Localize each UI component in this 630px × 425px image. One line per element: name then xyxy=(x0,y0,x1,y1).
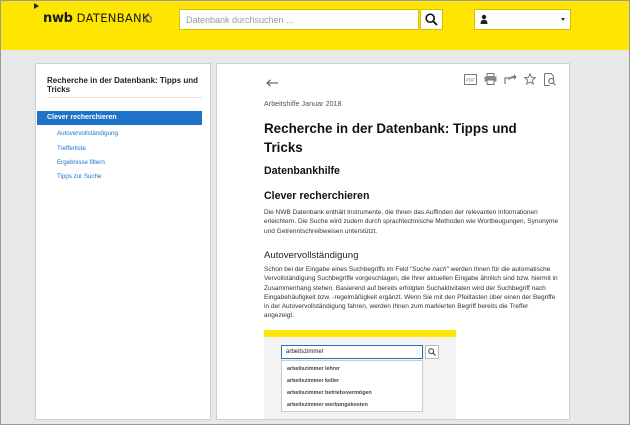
example-suggestion: arbeitszimmer lehrer xyxy=(287,366,341,372)
example-search-button xyxy=(425,345,439,359)
toc-item-ergebnisse-filtern[interactable]: Ergebnisse filtern xyxy=(57,159,105,166)
example-suggestion: arbeitszimmer keller xyxy=(287,378,340,384)
toc-item-autovervollstaendigung[interactable]: Autovervollständigung xyxy=(57,130,118,137)
example-suggestion: arbeitszimmer betriebsvermögen xyxy=(287,390,372,396)
back-arrow-icon[interactable] xyxy=(266,74,279,92)
section-heading-autovervollstaendigung: Autovervollständigung xyxy=(264,250,359,261)
search-icon xyxy=(428,348,436,356)
logo-datenbank-text: DATENBANK xyxy=(76,11,150,25)
toc-title: Recherche in der Datenbank: Tipps und Tricks xyxy=(47,76,198,94)
example-suggestion-dropdown xyxy=(281,360,423,412)
search-in-document-icon[interactable] xyxy=(543,72,557,86)
print-icon[interactable] xyxy=(483,72,497,86)
search-input[interactable] xyxy=(180,11,418,30)
example-header-bar xyxy=(264,330,456,337)
document-title: Recherche in der Datenbank: Tipps und Tricks xyxy=(264,121,517,155)
table-of-contents xyxy=(35,63,211,420)
paragraph-text: Schon bei der Eingabe eines Suchbegriffs im Feld xyxy=(264,266,410,273)
search-icon xyxy=(425,13,438,26)
toc-item-trefferliste[interactable]: Trefferliste xyxy=(57,145,86,152)
home-icon[interactable] xyxy=(144,10,153,19)
document-toolbar xyxy=(463,72,557,86)
top-header xyxy=(0,0,630,50)
example-screenshot xyxy=(264,330,456,420)
document-panel xyxy=(216,63,570,420)
search-field[interactable] xyxy=(179,9,419,30)
example-suggestion: arbeitszimmer werbungskosten xyxy=(287,402,368,408)
logo-mark-icon xyxy=(34,3,39,9)
section-heading-datenbankhilfe: Datenbankhilfe xyxy=(264,165,340,177)
toc-item-clever-recherchieren[interactable]: Clever recherchieren xyxy=(37,111,202,125)
share-icon[interactable] xyxy=(503,72,517,86)
search-button[interactable] xyxy=(420,9,443,30)
document-meta: Arbeitshilfe Januar 2018 xyxy=(264,99,342,108)
pdf-icon[interactable] xyxy=(463,72,477,86)
toc-item-tipps-zur-suche[interactable]: Tipps zur Suche xyxy=(57,173,102,180)
paragraph-autovervollstaendigung xyxy=(264,265,558,321)
star-icon[interactable] xyxy=(523,72,537,86)
paragraph-intro: Die NWB Datenbank enthält Instrumente, die Ihnen das Auffinden der relevanten Informationen erleichtern. Die Suche wird zudem durch sprachtechnische Methoden wie Wortbeugungen, Synonyme und Getrenntschreibweisen unterstützt. xyxy=(264,209,558,235)
toc-divider xyxy=(47,97,202,98)
section-heading-clever: Clever recherchieren xyxy=(264,190,370,202)
field-name-emphasis: "Suche nach" xyxy=(409,266,449,273)
user-menu[interactable] xyxy=(474,9,571,30)
user-icon xyxy=(480,14,488,25)
logo-nwb-text: nwb xyxy=(43,10,73,26)
example-search-input: arbeitszimmer xyxy=(281,345,423,359)
paragraph-text: werden Ihnen für die automatische Vervollständigung Suchbegriffe vorgeschlagen, die Ihrer aktuellen Eingabe ähnlich sind bzw. hiermit in Zusammenhang stehen. Basierend auf bereits erfolgten Suchaktivitaten wird der Suchbegriff nach Eingabehäufigkeit bzw. -regelmäßigkeit ergänzt. Wenn Sie mit den Pfeiltasten über einen der Begriffe in der Autovervollständigung fahren, werden Ihnen zum markierten Begriff bereits die Treffer angezeigt. xyxy=(264,266,558,320)
svg-text:PDF: PDF xyxy=(465,77,475,82)
nwb-logo[interactable] xyxy=(34,6,150,30)
chevron-down-icon xyxy=(561,18,565,21)
